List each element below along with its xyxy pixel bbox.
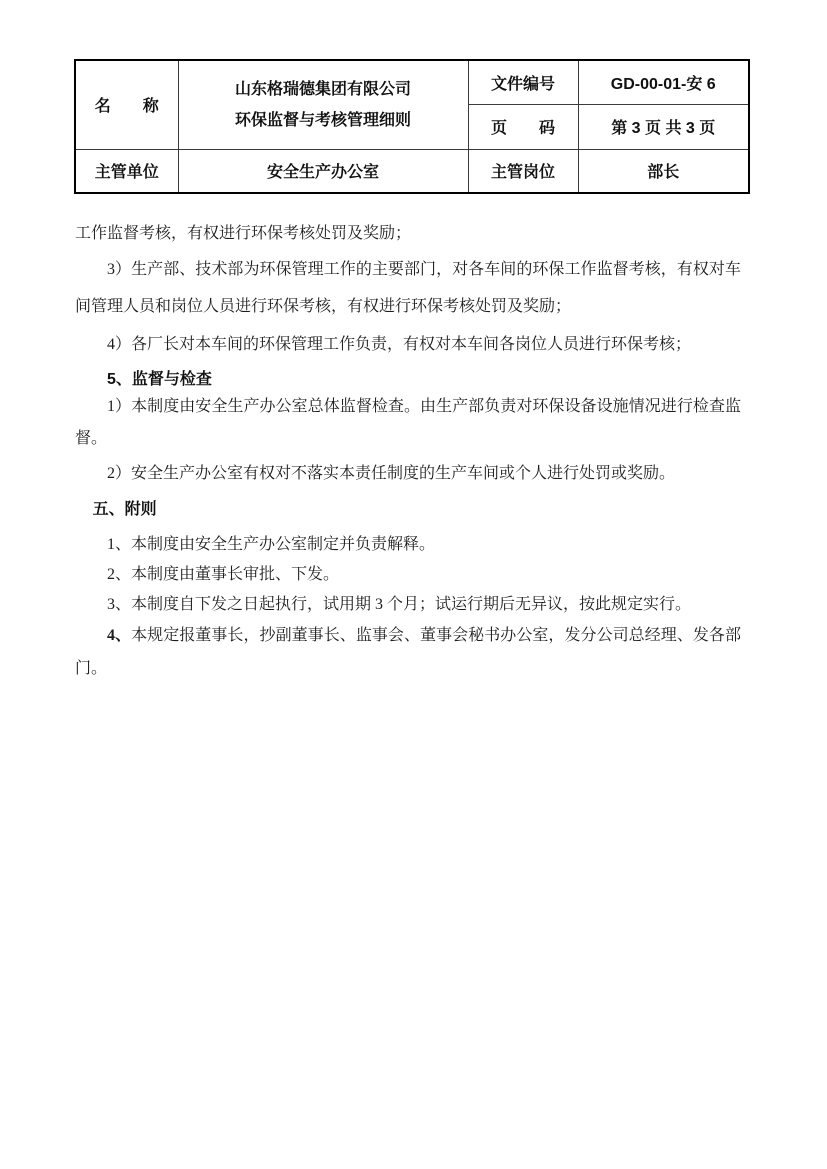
fz-item-4 bbox=[75, 619, 741, 685]
paragraph-5-1: 1）本制度由安全生产办公室总体监督检查。由生产部负责对环保设备设施情况进行检查监督。 bbox=[75, 398, 741, 447]
document-header-table bbox=[74, 59, 750, 194]
dept-label-cell: 主管单位 bbox=[75, 149, 178, 193]
paragraph-continuation: 工作监督考核，有权进行环保考核处罚及奖励； bbox=[75, 225, 412, 242]
company-name: 山东格瑞德集团有限公司 bbox=[234, 80, 411, 98]
page-value-cell: 第 3 页 共 3 页 bbox=[578, 104, 749, 149]
fz-item-1: 1、本制度由安全生产办公室制定并负责解释。 bbox=[107, 536, 436, 553]
paragraph-5-2: 2）安全生产办公室有权对不落实本责任制度的生产车间或个人进行处罚或奖励。 bbox=[107, 465, 676, 482]
doc-no-value-cell: GD-00-01-安 6 bbox=[578, 60, 749, 104]
name-label-cell: 名 称 bbox=[75, 60, 178, 149]
heading-supervision-inspection: 5、监督与检查 bbox=[107, 371, 212, 388]
dept-value-cell: 安全生产办公室 bbox=[178, 149, 468, 193]
paragraph-item-4: 4）各厂长对本车间的环保管理工作负责，有权对本车间各岗位人员进行环保考核； bbox=[107, 336, 692, 353]
heading-supplementary-provisions: 五、附则 bbox=[92, 501, 157, 518]
fz-item-3: 3、本制度自下发之日起执行，试用期 3 个月；试运行期后无异议，按此规定实行。 bbox=[107, 596, 692, 613]
paragraph-item-3: 3）生产部、技术部为环保管理工作的主要部门，对各车间的环保工作监督考核，有权对车间管理人员和岗位人员进行环保考核，有权进行环保考核处罚及奖励； bbox=[75, 261, 741, 315]
page-label-cell: 页 码 bbox=[468, 104, 578, 149]
document-title: 环保监督与考核管理细则 bbox=[234, 111, 411, 129]
fz-item-4-text: 本规定报董事长，抄副董事长、监事会、董事会秘书办公室，发分公司总经理、发各部门。 bbox=[75, 627, 741, 677]
fz-item-4-number: 4、 bbox=[107, 627, 132, 644]
fz-item-2: 2、本制度由董事长审批、下发。 bbox=[107, 566, 340, 583]
document-title-cell bbox=[178, 60, 468, 149]
post-value-cell: 部长 bbox=[578, 149, 749, 193]
post-label-cell: 主管岗位 bbox=[468, 149, 578, 193]
doc-no-label-cell: 文件编号 bbox=[468, 60, 578, 104]
